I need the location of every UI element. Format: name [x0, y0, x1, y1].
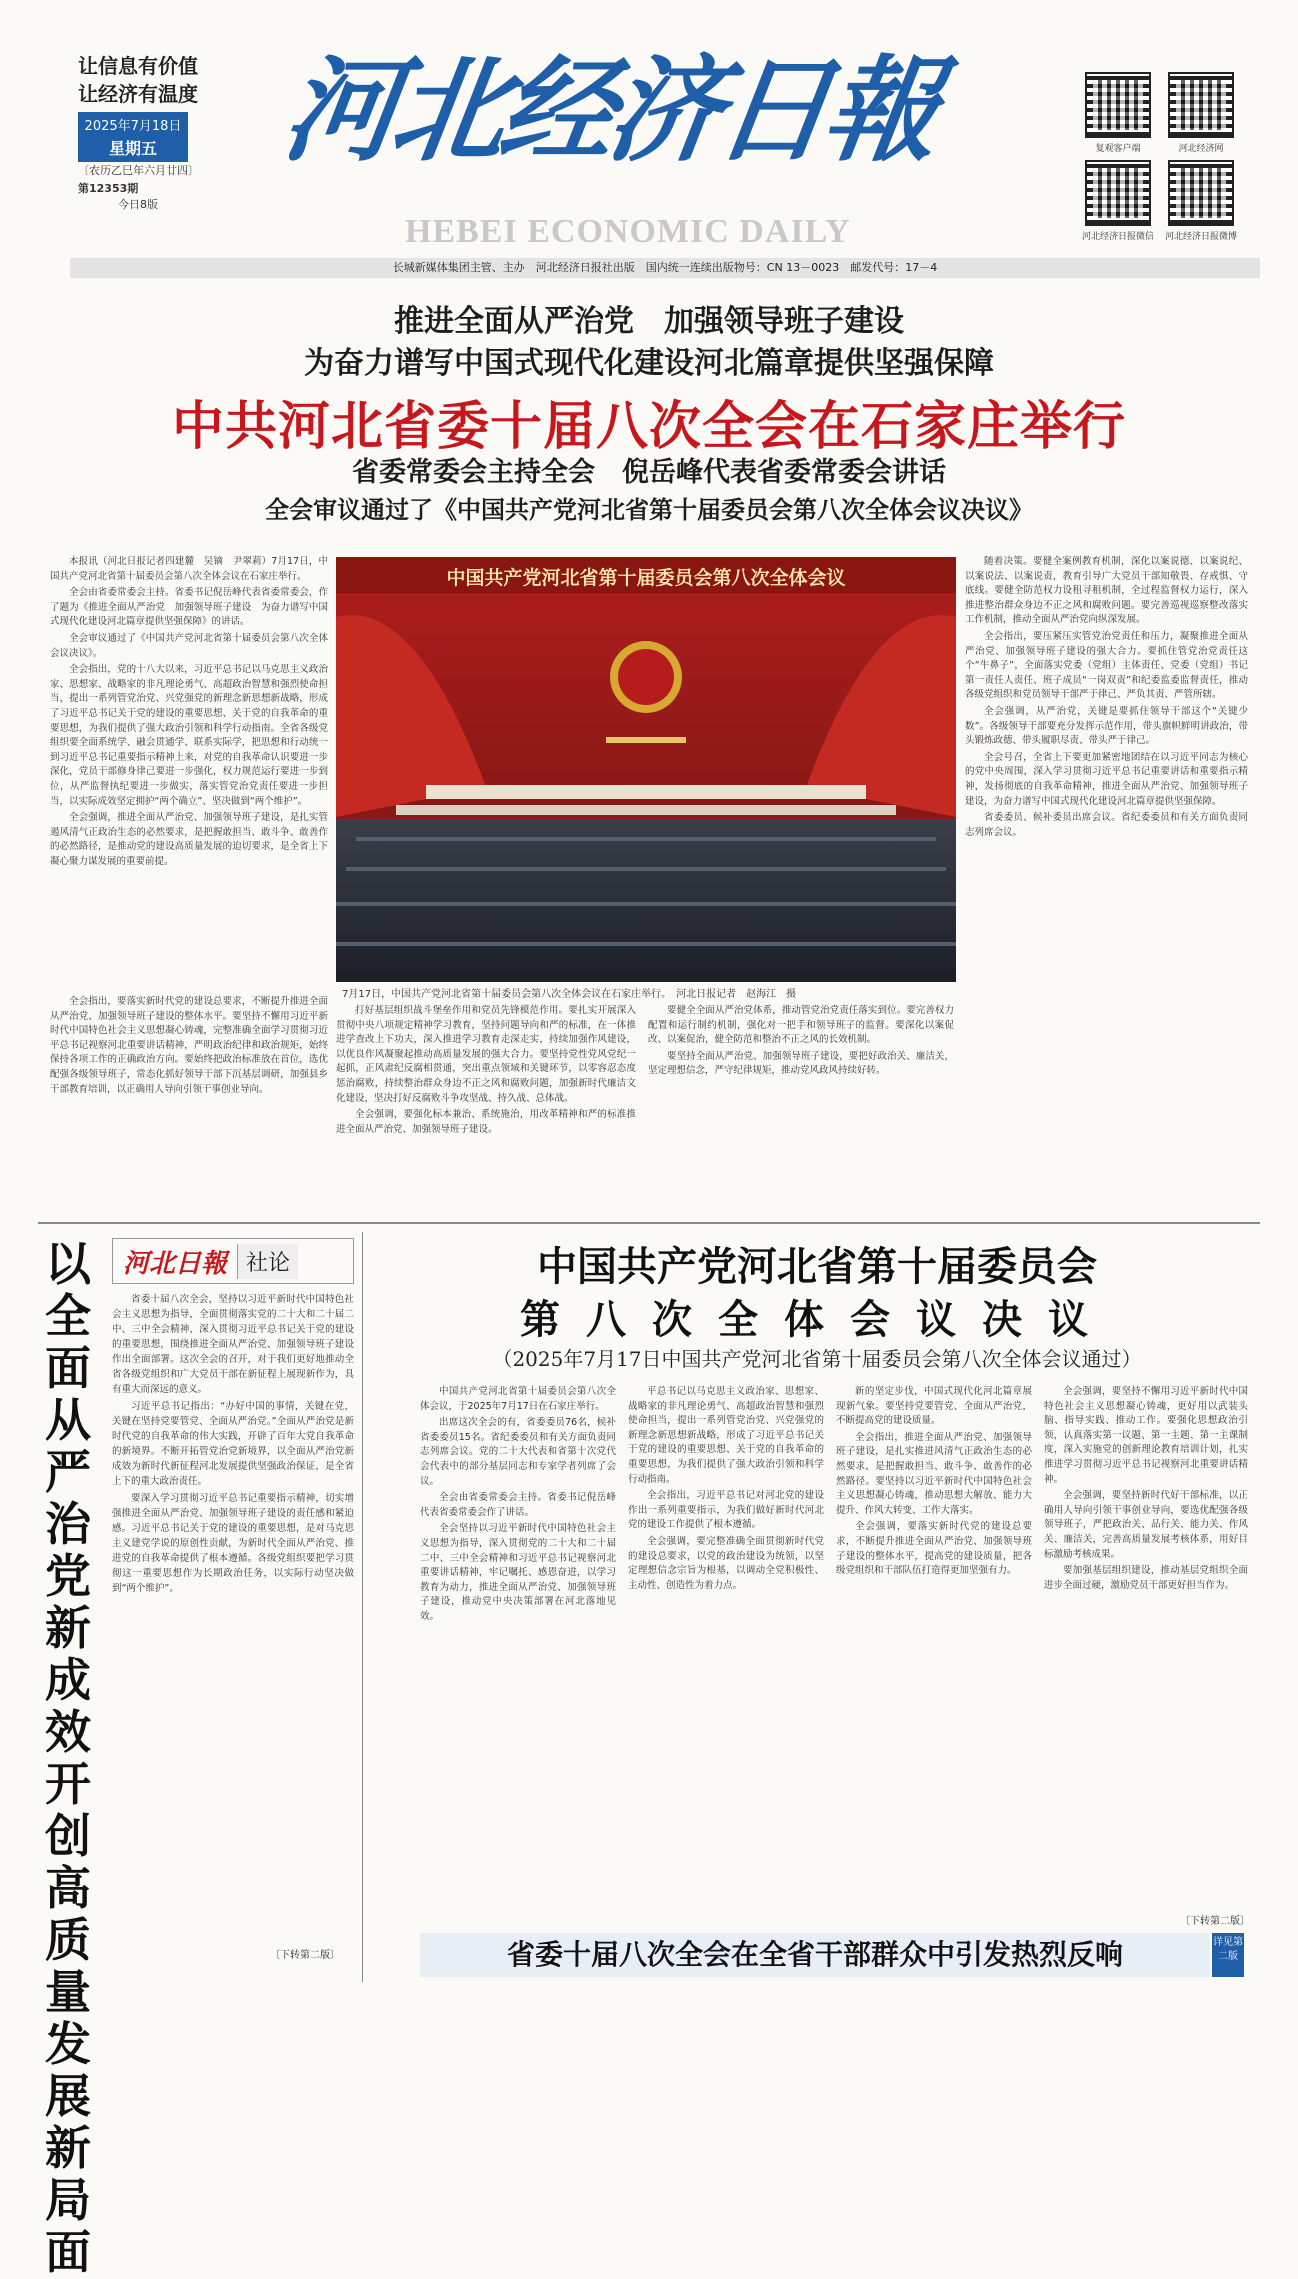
- editorial-continued[interactable]: 〔下转第二版〕: [270, 1950, 340, 1961]
- lead-kicker-1: 推进全面从严治党 加强领导班子建设: [394, 304, 904, 339]
- resolution-col-2: [628, 1385, 824, 1925]
- lead-article-left-lower: [50, 995, 328, 1210]
- editorial-logo: [112, 1238, 354, 1284]
- paragraph: 习近平总书记指出：“办好中国的事情，关键在党，关键在坚持党要管党、全面从严治党。”全面从严治党是新时代党的自我革命的伟大实践，开辟了百年大党自我革命的新境界。不断开拓管党治党新境界，以全面从严治党新成效为新时代新征程河北发展提供坚强政治保证，是全省上下的重大政治责任。: [112, 1401, 354, 1487]
- slogan-line-1: 让信息有价值: [78, 54, 198, 78]
- paragraph: 全会强调，从严治党，关键是要抓住领导干部这个“关键少数”。各级领导干部要充分发挥示范作用，带头旗帜鲜明讲政治，带头锻炼政德、带头履职尽责、带头严于律己。: [965, 705, 1248, 747]
- resolution-title-1[interactable]: 中国共产党河北省第十届委员会: [537, 1244, 1097, 1290]
- lead-photo[interactable]: [336, 557, 956, 982]
- masthead-slogan: [78, 52, 198, 108]
- paragraph: 要加强基层组织建设，推动基层党组织全面进步全面过硬，激励党员干部更好担当作为。: [1044, 1565, 1248, 1591]
- qr-code-icon: [1085, 160, 1151, 226]
- paragraph: 全会强调，要坚持新时代好干部标准，以正确用人导向引领干事创业导向，要选优配强各级领导班子，严把政治关、品行关、能力关、作风关、廉洁关，完善高质量发展考核体系，用好目标激励考核成果。: [1044, 1490, 1248, 1560]
- qr-block-2[interactable]: [1168, 72, 1241, 154]
- paragraph: 全会审议通过了《中国共产党河北省第十届委员会第八次全体会议决议》。: [50, 632, 328, 659]
- resolution-continued[interactable]: 〔下转第二版〕: [1180, 1916, 1250, 1927]
- paragraph: 中国共产党河北省第十届委员会第八次全体会议，于2025年7月17日在石家庄举行。: [420, 1386, 616, 1412]
- resolution-title-2[interactable]: 第八次全体会议决议: [520, 1297, 1114, 1343]
- section-divider: [38, 1222, 1260, 1224]
- paragraph: 随着决策。要健全案例教育机制，深化以案说德、以案说纪、以案说法、以案说责，教育引导广大党员干部知敬畏、存戒惧、守底线。要健全防范权力设租寻租机制，全过程监督权力运行，深入推进整治群众身边不正之风和腐败问题。要完善巡视巡察整改落实工作机制，推动全面从严治党向纵深发展。: [965, 556, 1248, 626]
- lead-article-mid: [336, 1004, 636, 1210]
- resolution-col-1: [420, 1385, 616, 1925]
- editorial-body: [112, 1292, 354, 1917]
- qr-caption: 河北经济日报微博: [1164, 232, 1237, 242]
- paragraph: 全会由省委常委会主持。省委书记倪岳峰代表省委常委会作了讲话。: [420, 1492, 616, 1518]
- paragraph: 全会由省委常委会主持。省委书记倪岳峰代表省委常委会，作了题为《推进全面从严治党 加强领导班子建设 为奋力谱写中国式现代化建设河北篇章提供坚强保障》的讲话。: [50, 587, 328, 628]
- lead-kicker-2: 为奋力谱写中国式现代化建设河北篇章提供坚强保障: [304, 346, 994, 381]
- editorial-title-text: 以全面从严治党新成效开创高质量发展新局面: [45, 1237, 91, 2279]
- lead-article-right: [965, 555, 1248, 1210]
- paragraph: 要坚持全面从严治党、加强领导班子建设，要把好政治关、廉洁关，坚定理想信念，严守纪律规矩，推动党风政风持续好转。: [648, 1050, 954, 1077]
- qr-caption: 复观客户端: [1095, 144, 1141, 154]
- editorial-title[interactable]: [38, 1238, 98, 2278]
- paragraph: 要健全全面从严治党体系，推动管党治党责任落实到位。要完善权力配置和运行制约机制，强化对一把手和领导班子的监督。要深化以案促改、以案促治，健全防范和整治不正之风的长效机制。: [648, 1005, 954, 1046]
- paragraph: 本报讯（河北日报记者四建麓 吴镝 尹翠莉）7月17日，中国共产党河北省第十届委员会第八次全体会议在石家庄举行。: [50, 556, 328, 582]
- photo-banner: 中国共产党河北省第十届委员会第八次全体会议: [446, 567, 846, 589]
- lead-subhead-1: 省委常委会主持全会 倪岳峰代表省委常委会讲话: [352, 457, 946, 488]
- bottom-headline[interactable]: 省委十届八次全会在全省干部群众中引发热烈反响: [420, 1933, 1210, 1977]
- paragraph: 全会强调，要强化标本兼治、系统施治，用改革精神和严的标准推进全面从严治党、加强领导班子建设。: [336, 1109, 636, 1135]
- paragraph: 全会指出，党的十八大以来，习近平总书记以马克思主义政治家、思想家、战略家的非凡理论勇气、高超政治智慧和强烈使命担当，提出一系列管党治党、兴党强党的新理念新思想新战略，形成了习近平总书记关于党的建设的重要思想、关于党的自我革命的重要思想，为我们提供了强大政治引领和科学行动指南。全省各级党组织要全面系统学、融会贯通学、联系实际学，把思想和行动统一到习近平总书记重要指示精神上来，对党的自我革命认识要进一步深化，党员干部修身律己要进一步强化，权力规范运行要进一步到位，从严监督执纪要进一步做实，落实管党治党责任要进一步担当，以实际成效坚定拥护“两个确立”、坚决做到“两个维护”。: [50, 664, 328, 807]
- paragraph: 平总书记以马克思主义政治家、思想家、战略家的非凡理论勇气、高超政治智慧和强烈使命担当，提出一系列管党治党、兴党强党的新理念新思想新战略，形成了习近平总书记关于党的建设的重要思想、关于党的自我革命的重要思想，为我们提供了强大政治引领和科学行动指南。: [628, 1386, 824, 1485]
- weekday: 星期五: [108, 139, 157, 158]
- paragraph: 省委十届八次全会，坚持以习近平新时代中国特色社会主义思想为指导，全面贯彻落实党的二十大和二十届二中、三中全会精神，深入贯彻习近平总书记关于党的建设的重要思想，围绕推进全面从严治党、加强领导班子建设作出全面部署。这次全会的召开，对于我们更好地推动全省各级党组织和广大党员干部在新征程上展现新作为，具有重大而深远的意义。: [112, 1294, 354, 1395]
- issue-date: 2025年7月18日: [84, 119, 182, 134]
- lead-article-left: [50, 555, 328, 993]
- qr-block-4[interactable]: [1164, 160, 1241, 242]
- conference-photo-illustration: [336, 557, 956, 982]
- paragraph: 出席这次全会的有，省委委员76名，候补省委委员15名。省纪委委员和有关方面负责同志列席会议。党的二十大代表和省第十次党代会代表中的部分基层同志和专家学者列席了会议。: [420, 1417, 616, 1487]
- editorial-logo-name: 河北日報: [123, 1248, 228, 1279]
- column-divider: [362, 1232, 363, 1982]
- paragraph: 全会号召，全省上下要更加紧密地团结在以习近平同志为核心的党中央周围，深入学习贯彻习近平总书记重要讲话和重要指示精神，发扬彻底的自我革命精神，推进全面从严治党、加强领导班子建设，为奋力谱写中国式现代化建设河北篇章提供坚强保障。: [965, 751, 1248, 807]
- slogan-line-2: 让经济有温度: [78, 82, 198, 106]
- paragraph: 全会强调，要完整准确全面贯彻新时代党的建设总要求，以党的政治建设为统领，以坚定理想信念宗旨为根基，以调动全党积极性、主动性、创造性为着力点。: [628, 1535, 824, 1591]
- paragraph: 全会指出，推进全面从严治党、加强领导班子建设，是扎实推进风清气正政治生态的必然要求，是把握敢担当、敢斗争、敢善作的必然路径。要坚持以习近平新时代中国特色社会主义思想凝心铸魂，推动思想大解放、能力大提升、作风大转变、工作大落实。: [836, 1431, 1032, 1516]
- qr-code-icon: [1168, 160, 1234, 226]
- paragraph: 全会强调，推进全面从严治党、加强领导班子建设，是扎实管遏风清气正政治生态的必然要求，是把握敢担当、敢斗争、敢善作的必然路径，是推动党的建设高质量发展的迫切要求，是全省上下凝心聚力谋发展的重要前提。: [50, 812, 328, 867]
- editorial-logo-section: 社论: [237, 1244, 298, 1279]
- paragraph: 全会指出，要压紧压实管党治党责任和压力，凝聚推进全面从严治党、加强领导班子建设的强大合力。要抓住管党治党责任这个“牛鼻子”，全面落实党委（党组）主体责任、党委（党组）书记第一责任人责任、班子成员“一岗双责”和纪委监委监督责任，推动各级党组织和党员领导干部严于律己、严负其责、严管所辖。: [965, 630, 1248, 701]
- lead-subhead-2: 全会审议通过了《中国共产党河北省第十届委员会第八次全体会议决议》: [265, 496, 1033, 524]
- date-box: [78, 112, 188, 162]
- newspaper-title-en: HEBEI ECONOMIC DAILY: [405, 213, 851, 250]
- paragraph: 全会强调，要落实新时代党的建设总要求，不断提升推进全面从严治党、加强领导班子建设的整体水平，提高党的建设质量，把各级党组织和干部队伍打造得更加坚强有力。: [836, 1521, 1032, 1577]
- lead-article-mid-2: [648, 1004, 954, 1210]
- resolution-subtitle: （2025年7月17日中国共产党河北省第十届委员会第八次全体会议通过）: [492, 1347, 1142, 1371]
- paragraph: 全会坚持以习近平新时代中国特色社会主义思想为指导，深入贯彻党的二十大和二十届二中、三中全会精神和习近平总书记视察河北重要讲话精神，牢记嘱托、感恩奋进，以学习教育为动力，推进全面从严治党、加强领导班子建设，推动党中央决策部署在河北落地见效。: [420, 1523, 616, 1622]
- lead-headline[interactable]: 中共河北省委十届八次全会在石家庄举行: [171, 397, 1126, 457]
- qr-caption: 河北经济网: [1178, 144, 1224, 154]
- resolution-col-4: [1044, 1385, 1248, 1910]
- paragraph: 打好基层组织战斗堡垒作用和党员先锋模范作用。要扎实开展深入贯彻中央八项规定精神学习教育，坚持问题导向和严的标准，在一体推进学查改上下功夫，深入推进学习教育走深走实，持续加强作风建设，以优良作风凝聚起推动高质量发展的强大合力。要坚持党性党风党纪一起抓，正风肃纪反腐相贯通，突出重点领域和关键环节，以零容忍态度惩治腐败，持续整治群众身边不正之风和腐败问题，加强新时代廉洁文化建设，坚决打好反腐败斗争攻坚战、持久战、总体战。: [336, 1005, 636, 1104]
- issue-number: 第12353期: [78, 182, 139, 195]
- page-count: 今日8版: [118, 198, 158, 211]
- paragraph: 要深入学习贯彻习近平总书记重要指示精神，切实增强推进全面从严治党、加强领导班子建设的责任感和紧迫感。习近平总书记关于党的建设的重要思想，是对马克思主义建党学说的原创性贡献，为新时代全面从严治党、推进党的自我革命提供了根本遵循。各级党组织要把学习贯彻这一重要思想作为长期政治任务，以实际行动坚决做到“两个维护”。: [112, 1493, 354, 1594]
- qr-code-icon: [1085, 72, 1151, 138]
- paragraph: 新的坚定步伐，中国式现代化河北篇章展现新气象。要坚持党要管党、全面从严治党，不断提高党的建设质量。: [836, 1386, 1032, 1427]
- turn-to-page-badge[interactable]: 详见第二版: [1212, 1933, 1244, 1977]
- qr-caption: 河北经济日报微信: [1081, 232, 1154, 242]
- publisher-info-bar: 长城新媒体集团主管、主办 河北经济日报社出版 国内统一连续出版物号：CN 13－0023 邮发代号：17－4: [70, 258, 1260, 278]
- qr-code-icon: [1168, 72, 1234, 138]
- photo-caption: 7月17日，中国共产党河北省第十届委员会第八次全体会议在石家庄举行。 河北日报记者 赵海江 摄: [342, 989, 797, 1000]
- paragraph: 全会强调，要坚持不懈用习近平新时代中国特色社会主义思想凝心铸魂，更好用以武装头脑、指导实践、推动工作。要强化思想政治引领，认真落实第一议题、第一主题、第一主课制度，深入实施党的创新理论教育培训计划，扎实推进学习贯彻习近平总书记视察河北重要讲话精神。: [1044, 1386, 1248, 1485]
- lunar-date: 〔农历乙巳年六月廿四〕: [78, 164, 199, 177]
- qr-block-1[interactable]: [1085, 72, 1158, 154]
- newspaper-title: 河北经济日報: [275, 43, 943, 177]
- paragraph: 省委委员、候补委员出席会议。省纪委委员和有关方面负责同志列席会议。: [965, 812, 1248, 838]
- qr-block-3[interactable]: [1081, 160, 1158, 242]
- resolution-col-3: [836, 1385, 1032, 1925]
- paragraph: 全会指出，要落实新时代党的建设总要求，不断提升推进全面从严治党、加强领导班子建设的整体水平。要坚持不懈用习近平新时代中国特色社会主义思想凝心铸魂，完整准确全面学习贯彻习近平总书记视察河北重要讲话精神，严明政治纪律和政治规矩，始终保持各项工作的正确政治方向。要始终把政治标准放在首位，选优配强各级领导班子，常态化抓好领导干部下沉基层调研，加强县乡干部教育培训，以正确用人导向引领干事创业导向。: [50, 996, 328, 1095]
- paragraph: 全会指出，习近平总书记对河北党的建设作出一系列重要指示，为我们做好新时代河北党的建设工作提供了根本遵循。: [628, 1490, 824, 1531]
